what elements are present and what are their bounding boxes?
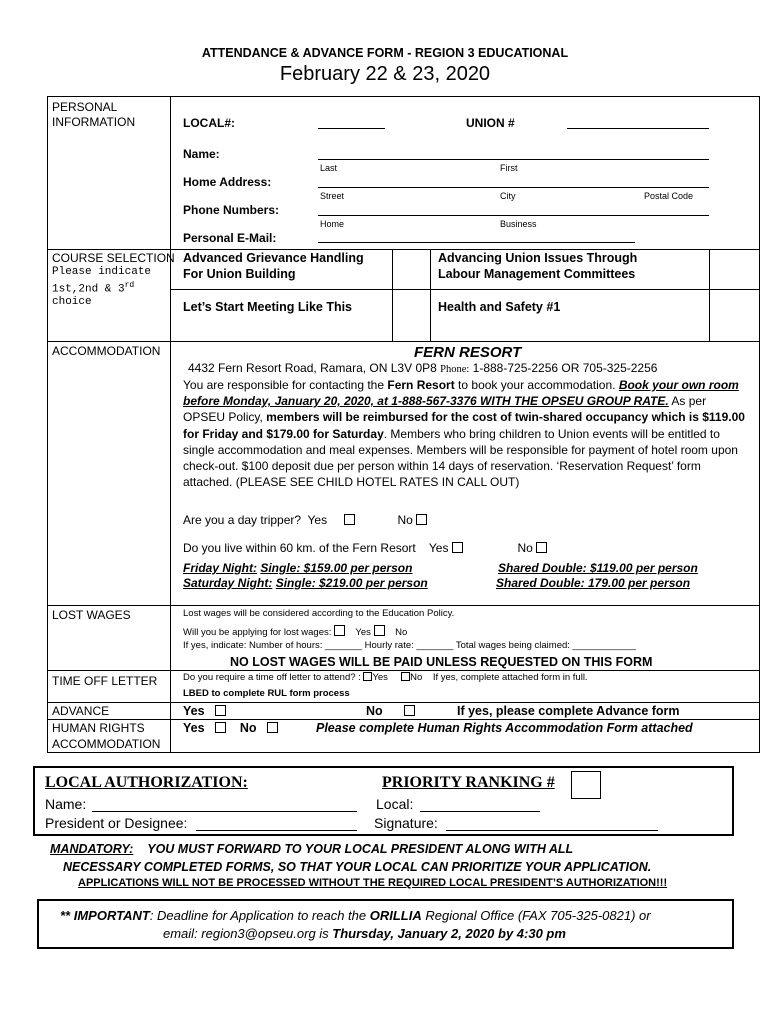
advance-no: No <box>366 704 415 718</box>
within-60km-yes-checkbox[interactable] <box>452 542 463 553</box>
human-rights-label-1: HUMAN RIGHTS <box>52 721 145 735</box>
day-tripper-no-checkbox[interactable] <box>416 514 427 525</box>
phone-field[interactable] <box>318 215 709 216</box>
important-line-2: email: region3@opseu.org is Thursday, January 2, 2020 by 4:30 pm <box>163 926 566 941</box>
course-hint-3: choice <box>52 296 92 308</box>
auth-name-field[interactable] <box>92 811 357 812</box>
advance-label: ADVANCE <box>52 704 110 718</box>
email-field[interactable] <box>318 242 635 243</box>
name-label: Name: <box>183 147 220 161</box>
advance-yes: Yes <box>183 704 226 718</box>
name-first-sublabel: First <box>500 163 518 173</box>
course-1-line-1: Advanced Grievance Handling <box>183 251 364 265</box>
course-4: Health and Safety #1 <box>438 300 561 314</box>
auth-president-field[interactable] <box>196 830 357 831</box>
time-off-no-checkbox[interactable] <box>401 672 410 681</box>
course-1-ranking-cell[interactable] <box>392 249 430 289</box>
phone-home-sublabel: Home <box>320 219 345 229</box>
advance-no-checkbox[interactable] <box>404 705 415 716</box>
course-3-ranking-cell[interactable] <box>392 289 430 341</box>
address-city-sublabel: City <box>500 191 516 201</box>
union-number-label: UNION # <box>466 116 515 130</box>
course-selection-label: COURSE SELECTION <box>52 251 175 265</box>
auth-signature-label: Signature: <box>374 815 438 831</box>
phone-numbers-label: Phone Numbers: <box>183 203 280 217</box>
name-last-sublabel: Last <box>320 163 338 173</box>
human-rights-options: Yes No <box>183 721 278 735</box>
auth-local-label: Local: <box>376 796 414 812</box>
day-tripper-yes-checkbox[interactable] <box>344 514 355 525</box>
advance-note: If yes, please complete Advance form <box>457 704 680 718</box>
human-rights-no-checkbox[interactable] <box>267 722 278 733</box>
auth-name-label: Name: <box>45 796 87 812</box>
personal-label-2: INFORMATION <box>52 115 136 129</box>
accommodation-paragraph: You are responsible for contacting the Fern Resort to book your accommodation. Book your own room before Monday, January 20, 2020, at 1-888-567-3376 WITH THE OPSEU GROUP RATE. As per OPSEU Policy, members will be reimbursed for the cost of twin-shared occupancy which is $119.00 for Friday and $179.00 for Saturday. Members who bring children to Union events will be entitled to single accommodation and meal expenses. Members will be responsible for payment of hotel room upon check-out. $100 deposit due per person within 14 days of reservation. ‘Reservation Request’ form attached. (PLEASE SEE CHILD HOTEL RATES IN CALL OUT) <box>183 378 745 490</box>
lost-wages-policy: Lost wages will be considered according to the Education Policy. <box>183 608 455 619</box>
name-field[interactable] <box>318 159 709 160</box>
within-60km-no-checkbox[interactable] <box>536 542 547 553</box>
auth-president-label: President or Designee: <box>45 815 188 831</box>
time-off-question: Do you require a time off letter to attend? : Yes No If yes, complete attached form in full. <box>183 672 588 683</box>
priority-ranking-label: PRIORITY RANKING # <box>382 774 555 791</box>
auth-signature-field[interactable] <box>446 830 658 831</box>
form-title: ATTENDANCE & ADVANCE FORM - REGION 3 EDUCATIONAL <box>201 46 569 60</box>
local-authorization-title: LOCAL AUTHORIZATION: <box>45 774 248 791</box>
form-date: February 22 & 23, 2020 <box>279 63 491 85</box>
lost-wages-no-checkbox[interactable] <box>374 625 385 636</box>
mandatory-line-2: NECESSARY COMPLETED FORMS, SO THAT YOUR LOCAL CAN PRIORITIZE YOUR APPLICATION. <box>63 860 652 874</box>
resort-title: FERN RESORT <box>414 344 522 361</box>
time-off-label: TIME OFF LETTER <box>52 674 158 688</box>
course-hint-1: Please indicate <box>52 266 152 278</box>
human-rights-note: Please complete Human Rights Accommodation Form attached <box>316 721 693 735</box>
phone-business-sublabel: Business <box>500 219 537 229</box>
lost-wages-yes-checkbox[interactable] <box>334 625 345 636</box>
advance-yes-checkbox[interactable] <box>215 705 226 716</box>
address-street-sublabel: Street <box>320 191 345 201</box>
address-postal-sublabel: Postal Code <box>644 191 694 201</box>
resort-address-line: 4432 Fern Resort Road, Ramara, ON L3V 0P8 Phone: 1-888-725-2256 OR 705-325-2256 <box>188 361 658 375</box>
email-label: Personal E-Mail: <box>183 231 277 245</box>
lost-wages-warning: NO LOST WAGES WILL BE PAID UNLESS REQUESTED ON THIS FORM <box>230 655 653 669</box>
day-tripper-row: Are you a day tripper? Yes No <box>183 513 427 527</box>
course-2-ranking-cell[interactable] <box>709 249 759 289</box>
shared-friday-rate: Shared Double: $119.00 per person <box>498 561 698 575</box>
lost-wages-label: LOST WAGES <box>52 608 131 622</box>
course-2-line-1: Advancing Union Issues Through <box>438 251 638 265</box>
course-3: Let’s Start Meeting Like This <box>183 300 353 314</box>
lbed-note: LBED to complete RUL form process <box>183 688 350 699</box>
course-2-line-2: Labour Management Committees <box>438 267 636 281</box>
human-rights-yes-checkbox[interactable] <box>215 722 226 733</box>
course-hint-2: 1st,2nd & 3rd <box>52 281 135 296</box>
lost-wages-details: If yes, indicate: Number of hours: _______ Hourly rate: _______ Total wages being claimed: ____________ <box>183 640 636 651</box>
saturday-rate: Saturday Night: Single: $219.00 per person <box>183 576 428 590</box>
course-4-ranking-cell[interactable] <box>709 289 759 341</box>
course-1-line-2: For Union Building <box>183 267 296 281</box>
lost-wages-question: Will you be applying for lost wages: Yes No <box>183 627 408 638</box>
important-box <box>37 899 734 949</box>
local-number-field[interactable] <box>318 128 385 129</box>
important-line-1: ** IMPORTANT: Deadline for Application to reach the ORILLIA Regional Office (FAX 705-325-0821) or <box>60 908 651 923</box>
within-60km-row: Do you live within 60 km. of the Fern Resort Yes No <box>183 541 547 555</box>
accommodation-label: ACCOMMODATION <box>52 344 161 358</box>
local-number-label: LOCAL#: <box>183 116 235 130</box>
friday-rate: Friday Night: Single: $159.00 per person <box>183 561 413 575</box>
human-rights-label-2: ACCOMMODATION <box>52 737 161 751</box>
union-number-field[interactable] <box>567 128 709 129</box>
course-hint-superscript: rd <box>124 281 135 290</box>
mandatory-line-1: MANDATORY: YOU MUST FORWARD TO YOUR LOCAL PRESIDENT ALONG WITH ALL <box>50 842 574 856</box>
priority-ranking-box[interactable] <box>571 771 601 799</box>
shared-saturday-rate: Shared Double: 179.00 per person <box>496 576 691 590</box>
auth-local-field[interactable] <box>420 811 540 812</box>
home-address-label: Home Address: <box>183 175 272 189</box>
mandatory-line-3: APPLICATIONS WILL NOT BE PROCESSED WITHOUT THE REQUIRED LOCAL PRESIDENT’S AUTHORIZATION!!! <box>78 877 668 889</box>
personal-label-1: PERSONAL <box>52 100 118 114</box>
address-field[interactable] <box>318 187 709 188</box>
